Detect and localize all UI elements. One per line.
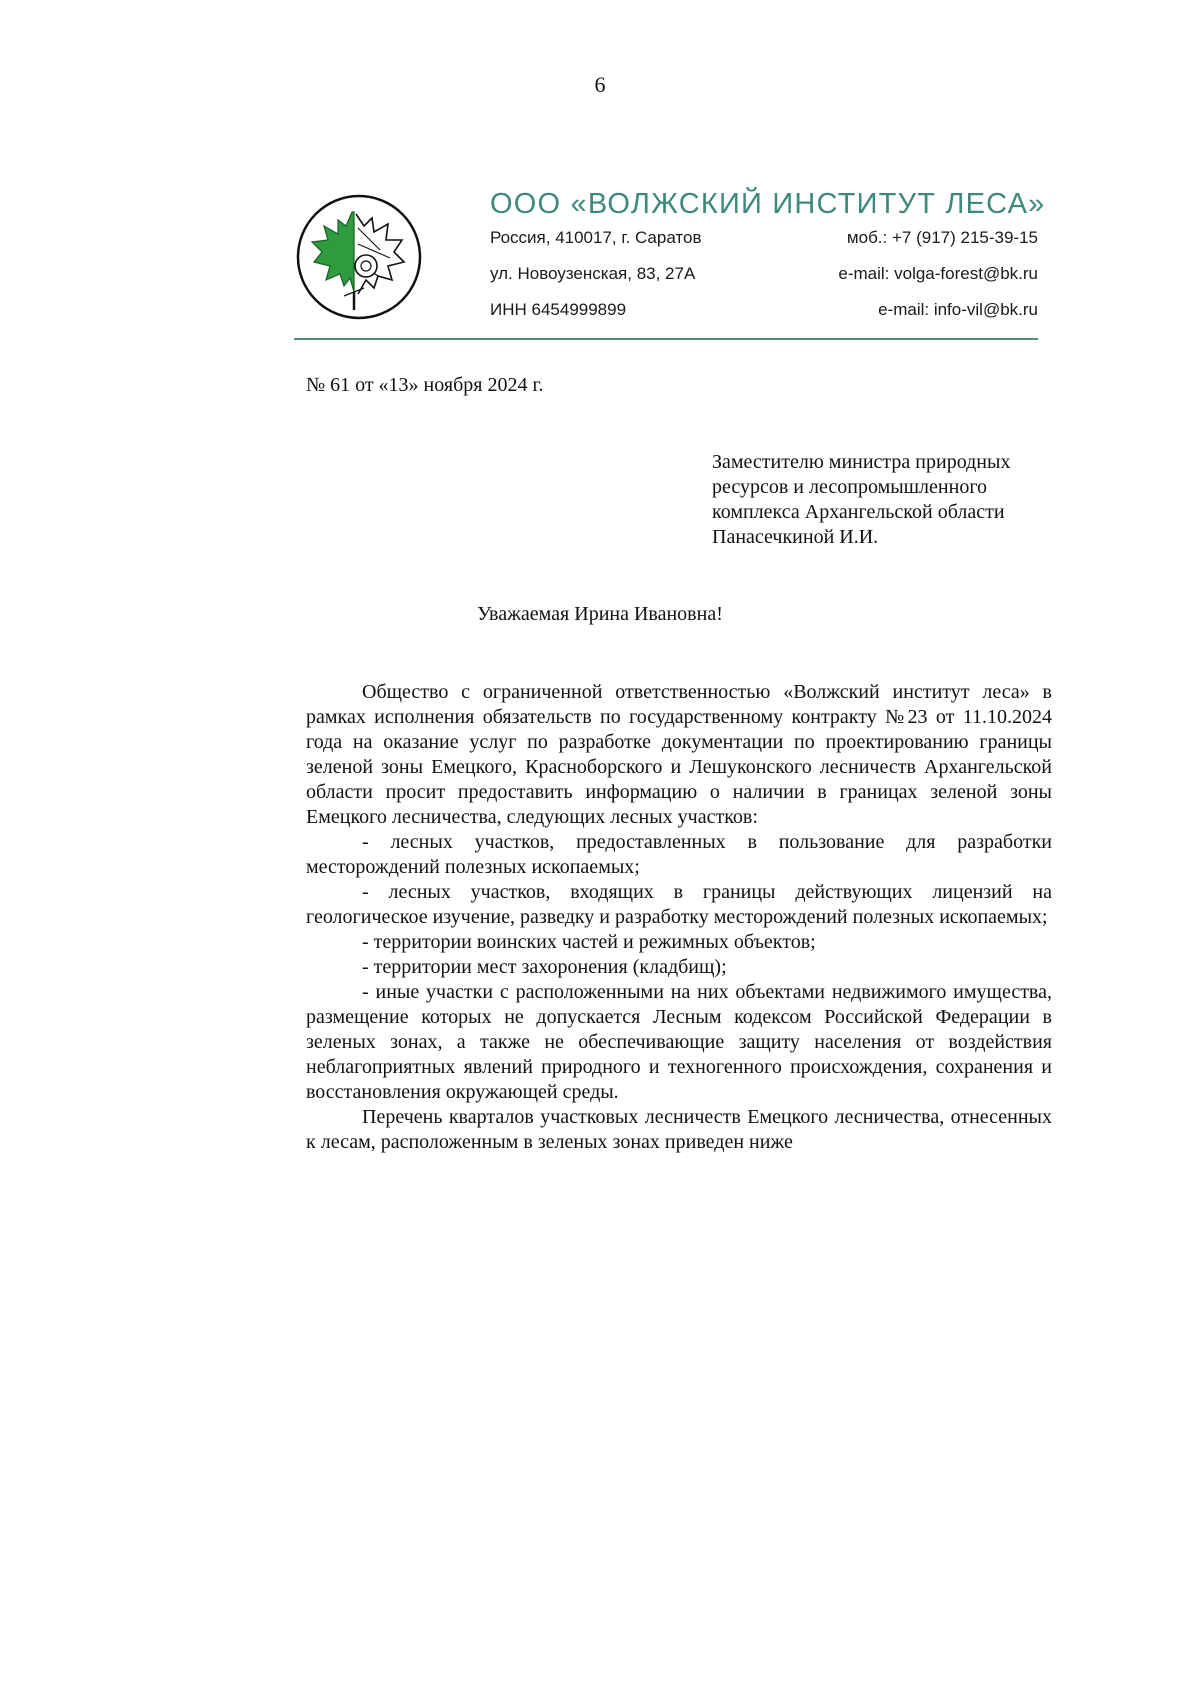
email-1[interactable]: e-mail: volga-forest@bk.ru (838, 264, 1038, 283)
addressee-block (712, 450, 1052, 550)
email-2[interactable]: e-mail: info-vil@bk.ru (878, 300, 1038, 319)
letter-reference: № 61 от «13» ноября 2024 г. (306, 374, 544, 396)
list-item: - территории воинских частей и режимных объектов; (362, 931, 816, 953)
list-item: - иные участки с расположенными на них объектами недвижимого имущества, размещение которых не допускается Лесным кодексом Российской Федерации в зеленых зонах, а также не обеспечивающие защиту населения от воздействия неблагоприятных явлений природного и техногенного происхождения, сохранения и восстановления окружающей среды. (306, 981, 1052, 1103)
body-paragraph: Общество с ограниченной ответственностью «Волжский институт леса» в рамках исполнения обязательств по государственному контракту №23 от 11.10.2024 года на оказание услуг по разработке документации по проектированию границы зеленой зоны Емецкого, Красноборского и Лешуконского лесничеств Архангельской области просит предоставить информацию о наличии в границах зеленой зоны Емецкого лесничества, следующих лесных участков: (306, 681, 1052, 828)
page-number: 6 (594, 72, 606, 97)
letter-body (306, 680, 1052, 1155)
list-item: - лесных участков, входящих в границы действующих лицензий на геологическое изучение, разведку и разработку месторождений полезных ископаемых; (306, 881, 1052, 928)
org-name: ООО «ВОЛЖСКИЙ ИНСТИТУТ ЛЕСА» (490, 188, 1046, 220)
letterhead (294, 188, 1046, 338)
list-item: - лесных участков, предоставленных в пользование для разработки месторождений полезных ископаемых; (306, 831, 1052, 878)
body-paragraph: Перечень кварталов участковых лесничеств Емецкого лесничества, отнесенных к лесам, расположенным в зеленых зонах приведен ниже (306, 1106, 1052, 1153)
address-line-1: Россия, 410017, г. Саратов (490, 228, 702, 247)
salutation: Уважаемая Ирина Ивановна! (477, 603, 723, 625)
addressee-line: комплекса Архангельской области (712, 501, 1005, 523)
header-divider (294, 338, 1038, 340)
addressee-line: ресурсов и лесопромышленного (712, 476, 988, 498)
phone: моб.: +7 (917) 215-39-15 (846, 228, 1038, 247)
list-item: - территории мест захоронения (кладбищ); (362, 956, 727, 978)
leaf-logo-icon (294, 192, 424, 322)
addressee-line: Заместителю министра природных (712, 451, 1011, 473)
address-line-2: ул. Новоузенская, 83, 27А (490, 264, 696, 283)
addressee-line: Панасечкиной И.И. (712, 526, 879, 548)
inn: ИНН 6454999899 (490, 300, 627, 319)
